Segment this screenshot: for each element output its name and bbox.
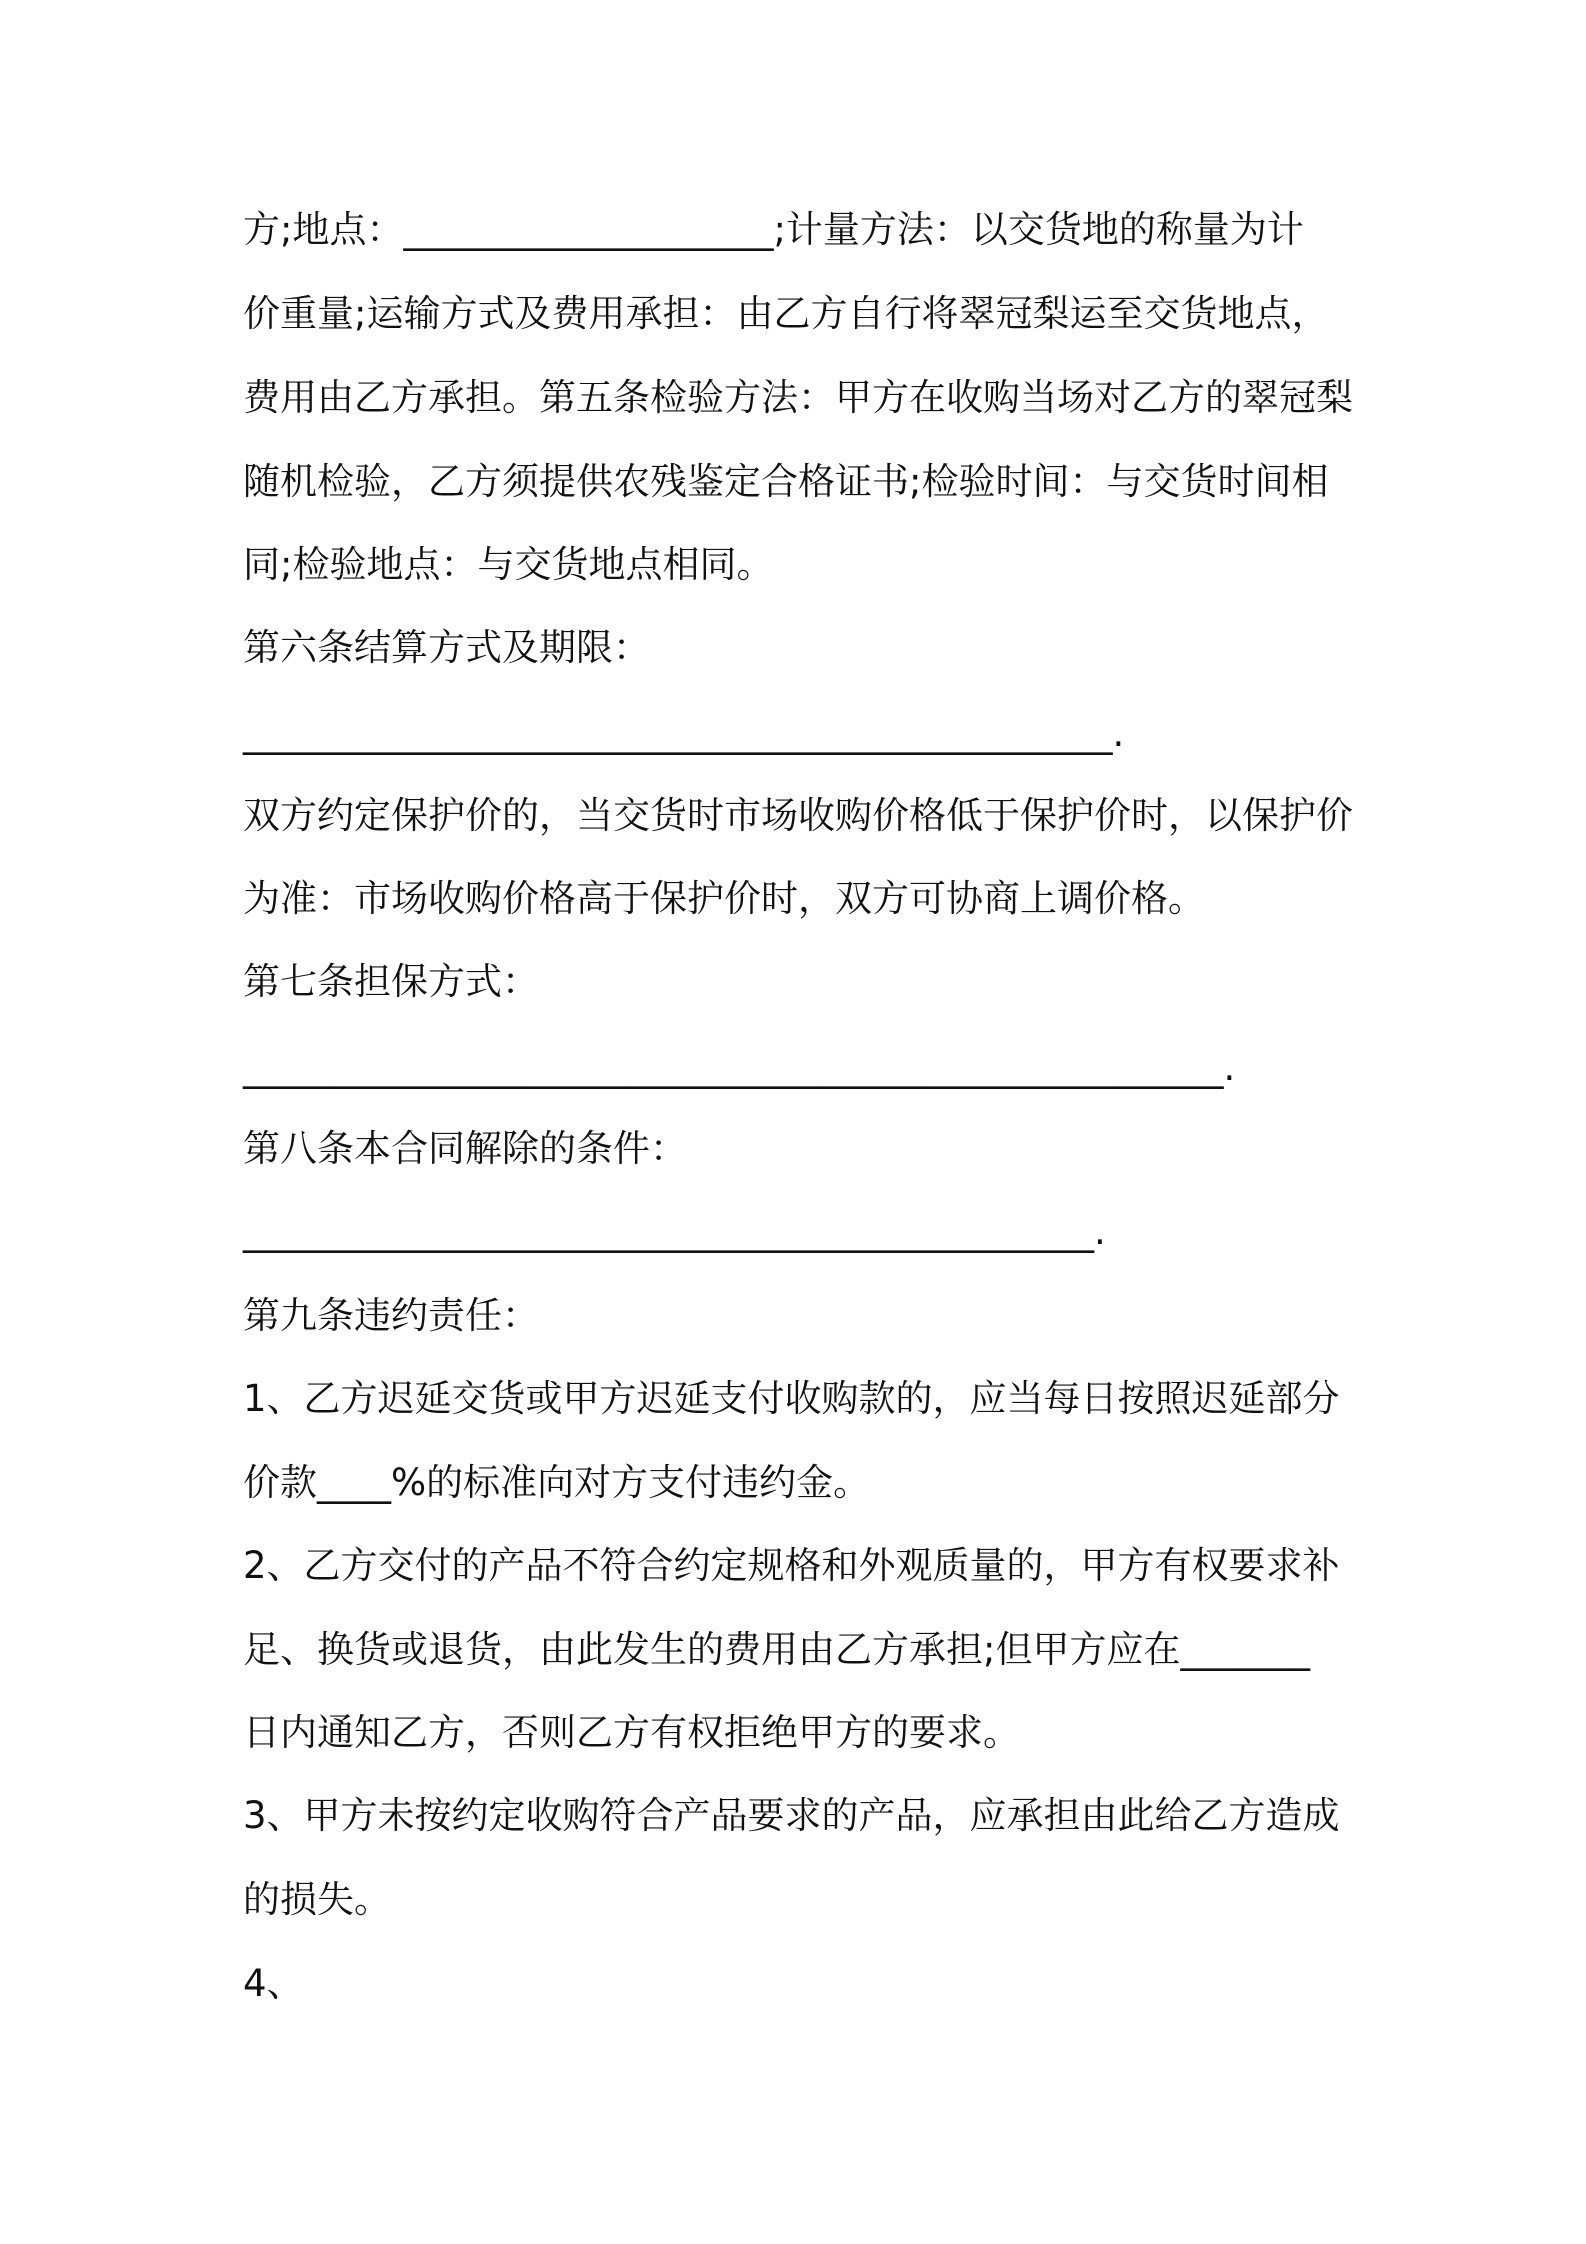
text-line: 足、换货或退货，由此发生的费用由乙方承担;但甲方应在_______ (243, 1628, 1310, 1671)
text-line: 价重量;运输方式及费用承担：由乙方自行将翠冠梨运至交货地点， (243, 292, 1329, 335)
text-line: 4、 (243, 1962, 304, 2005)
text-line: 费用由乙方承担。第五条检验方法：甲方在收购当场对乙方的翠冠梨 (243, 376, 1353, 419)
blank-fill-line: ______________________________________________. (243, 1210, 1106, 1253)
text-line: 方;地点：____________________;计量方法：以交货地的称量为计 (243, 208, 1304, 251)
text-line: 日内通知乙方，否则乙方有权拒绝甲方的要求。 (243, 1711, 1020, 1754)
text-line: 双方约定保护价的，当交货时市场收购价格低于保护价时，以保护价 (243, 794, 1353, 837)
text-line: 2、乙方交付的产品不符合约定规格和外观质量的，甲方有权要求补 (243, 1544, 1340, 1587)
text-line: 第七条担保方式： (243, 960, 539, 1003)
text-line: 同;检验地点：与交货地点相同。 (243, 543, 774, 586)
text-line: 为准：市场收购价格高于保护价时，双方可协商上调价格。 (243, 877, 1205, 920)
text-line: 3、甲方未按约定收购符合产品要求的产品，应承担由此给乙方造成 (243, 1794, 1340, 1837)
text-line: 第六条结算方式及期限： (243, 626, 650, 669)
text-line: 1、乙方迟延交货或甲方迟延支付收购款的，应当每日按照迟延部分 (243, 1377, 1340, 1420)
text-line: 第八条本合同解除的条件： (243, 1127, 687, 1170)
blank-fill-line: _____________________________________________________. (243, 1046, 1236, 1089)
blank-fill-line: _______________________________________________. (243, 712, 1125, 755)
text-line: 的损失。 (243, 1878, 391, 1921)
text-line: 价款____%的标准向对方支付违约金。 (243, 1461, 871, 1504)
text-line: 随机检验，乙方须提供农残鉴定合格证书;检验时间：与交货时间相 (243, 460, 1329, 503)
text-line: 第九条违约责任： (243, 1294, 539, 1337)
